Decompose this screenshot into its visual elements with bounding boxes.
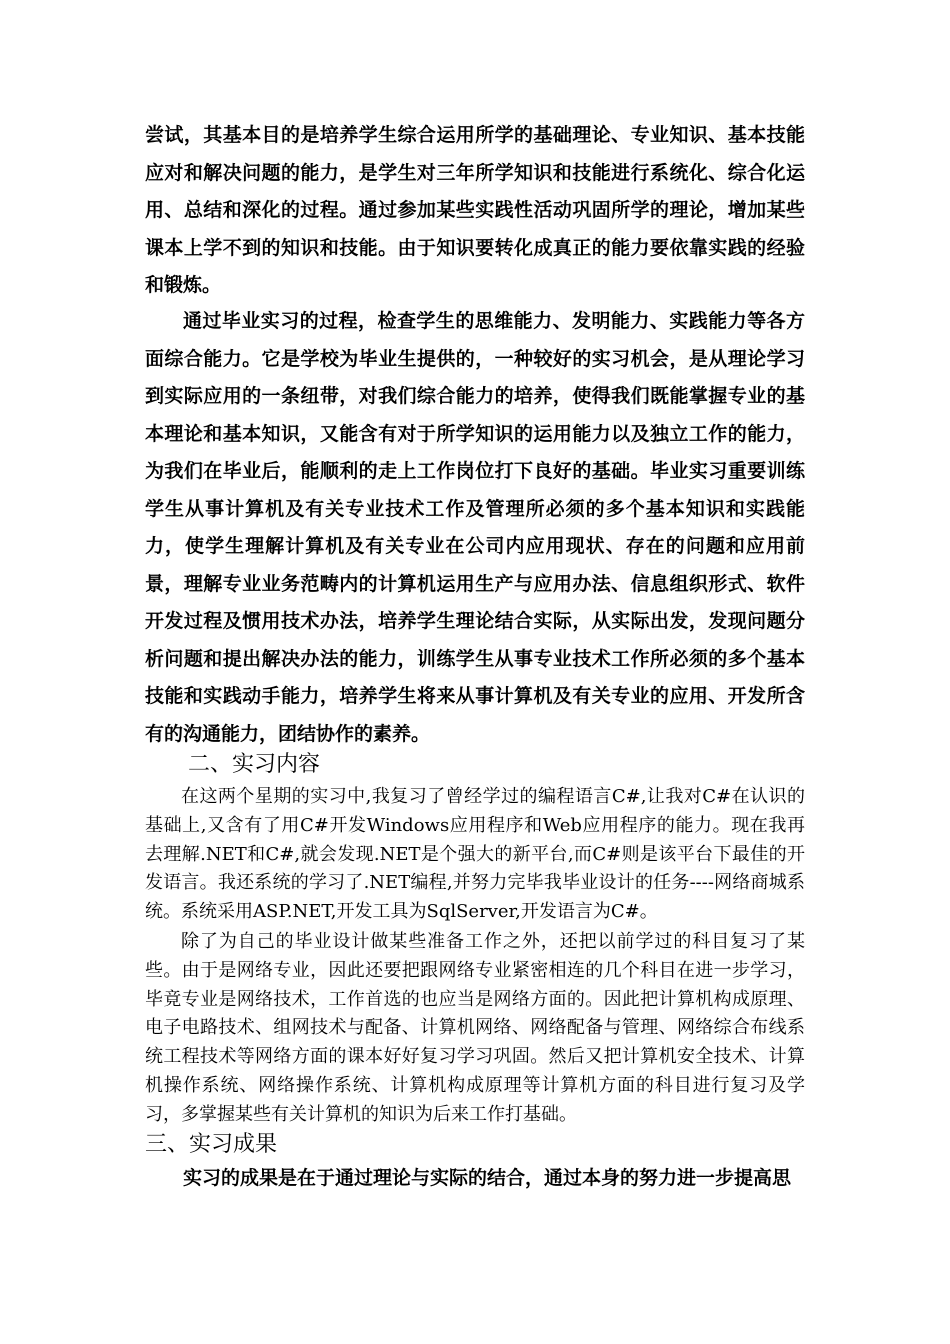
paragraph-internship-purpose: 通过毕业实习的过程，检查学生的思维能力、发明能力、实践能力等各方面综合能力。它是学校为毕业生提供的，一种较好的实习机会，是从理论学习到实际应用的一条纽带，对我们综合能力的培养，使得我们既能掌握专业的基本理论和基本知识，又能含有对于所学知识的运用能力以及独立工作的能力，为我们在毕业后，能顺利的走上工作岗位打下良好的基础。毕业实习重要训练学生从事计算机及有关专业技术工作及管理所必须的多个基本知识和实践能力，使学生理解计算机及有关专业在公司内应用现状、存在的问题和应用前景，理解专业业务范畴内的计算机运用生产与应用办法、信息组织形式、软件开发过程及惯用技术办法，培养学生理论结合实际，从实际出发，发现问题分析问题和提出解决办法的能力，训练学生从事专业技术工作所必须的多个基本技能和实践动手能力，培养学生将来从事计算机及有关专业的应用、开发所含有的沟通能力，团结协作的素养。 [145, 310, 805, 745]
paragraph-intro-continuation: 尝试，其基本目的是培养学生综合运用所学的基础理论、专业知识、基本技能应对和解决问题的能力，是学生对三年所学知识和技能进行系统化、综合化运用、总结和深化的过程。通过参加某些实践性活动巩固所学的理论，增加某些课本上学不到的知识和技能。由于知识要转化成真正的能力要依靠实践的经验和锻炼。 [145, 124, 805, 296]
paragraph-internship-content: 在这两个星期的实习中,我复习了曾经学过的编程语言C#,让我对C#在认识的基础上,又含有了用C#开发Windows应用程序和Web应用程序的能力。现在我再去理解.NET和C#,就会发现.NET是个强大的新平台,而C#则是该平台下最佳的开发语言。我还系统的学习了.NET编程,并努力完毕我毕业设计的任务----网络商城系统。系统采用ASP.NET,开发工具为SqlServer,开发语言为C#。 [145, 786, 805, 923]
paragraph-internship-results: 实习的成果是在于通过理论与实际的结合，通过本身的努力进一步提高思 [183, 1167, 792, 1189]
section-heading-internship-results: 三、实习成果 [145, 1132, 278, 1157]
section-heading-internship-content: 二、实习内容 [188, 752, 321, 777]
paragraph-review-subjects: 除了为自己的毕业设计做某些准备工作之外，还把以前学过的科目复习了某些。由于是网络专业，因此还要把跟网络专业紧密相连的几个科目在进一步学习，毕竟专业是网络技术，工作首选的也应当是网络方面的。因此把计算机构成原理、电子电路技术、组网技术与配备、计算机网络、网络配备与管理、网络综合布线系统工程技术等网络方面的课本好好复习学习巩固。然后又把计算机安全技术、计算机操作系统、网络操作系统、计算机构成原理等计算机方面的科目进行复习及学习，多掌握某些有关计算机的知识为后来工作打基础。 [145, 931, 805, 1125]
